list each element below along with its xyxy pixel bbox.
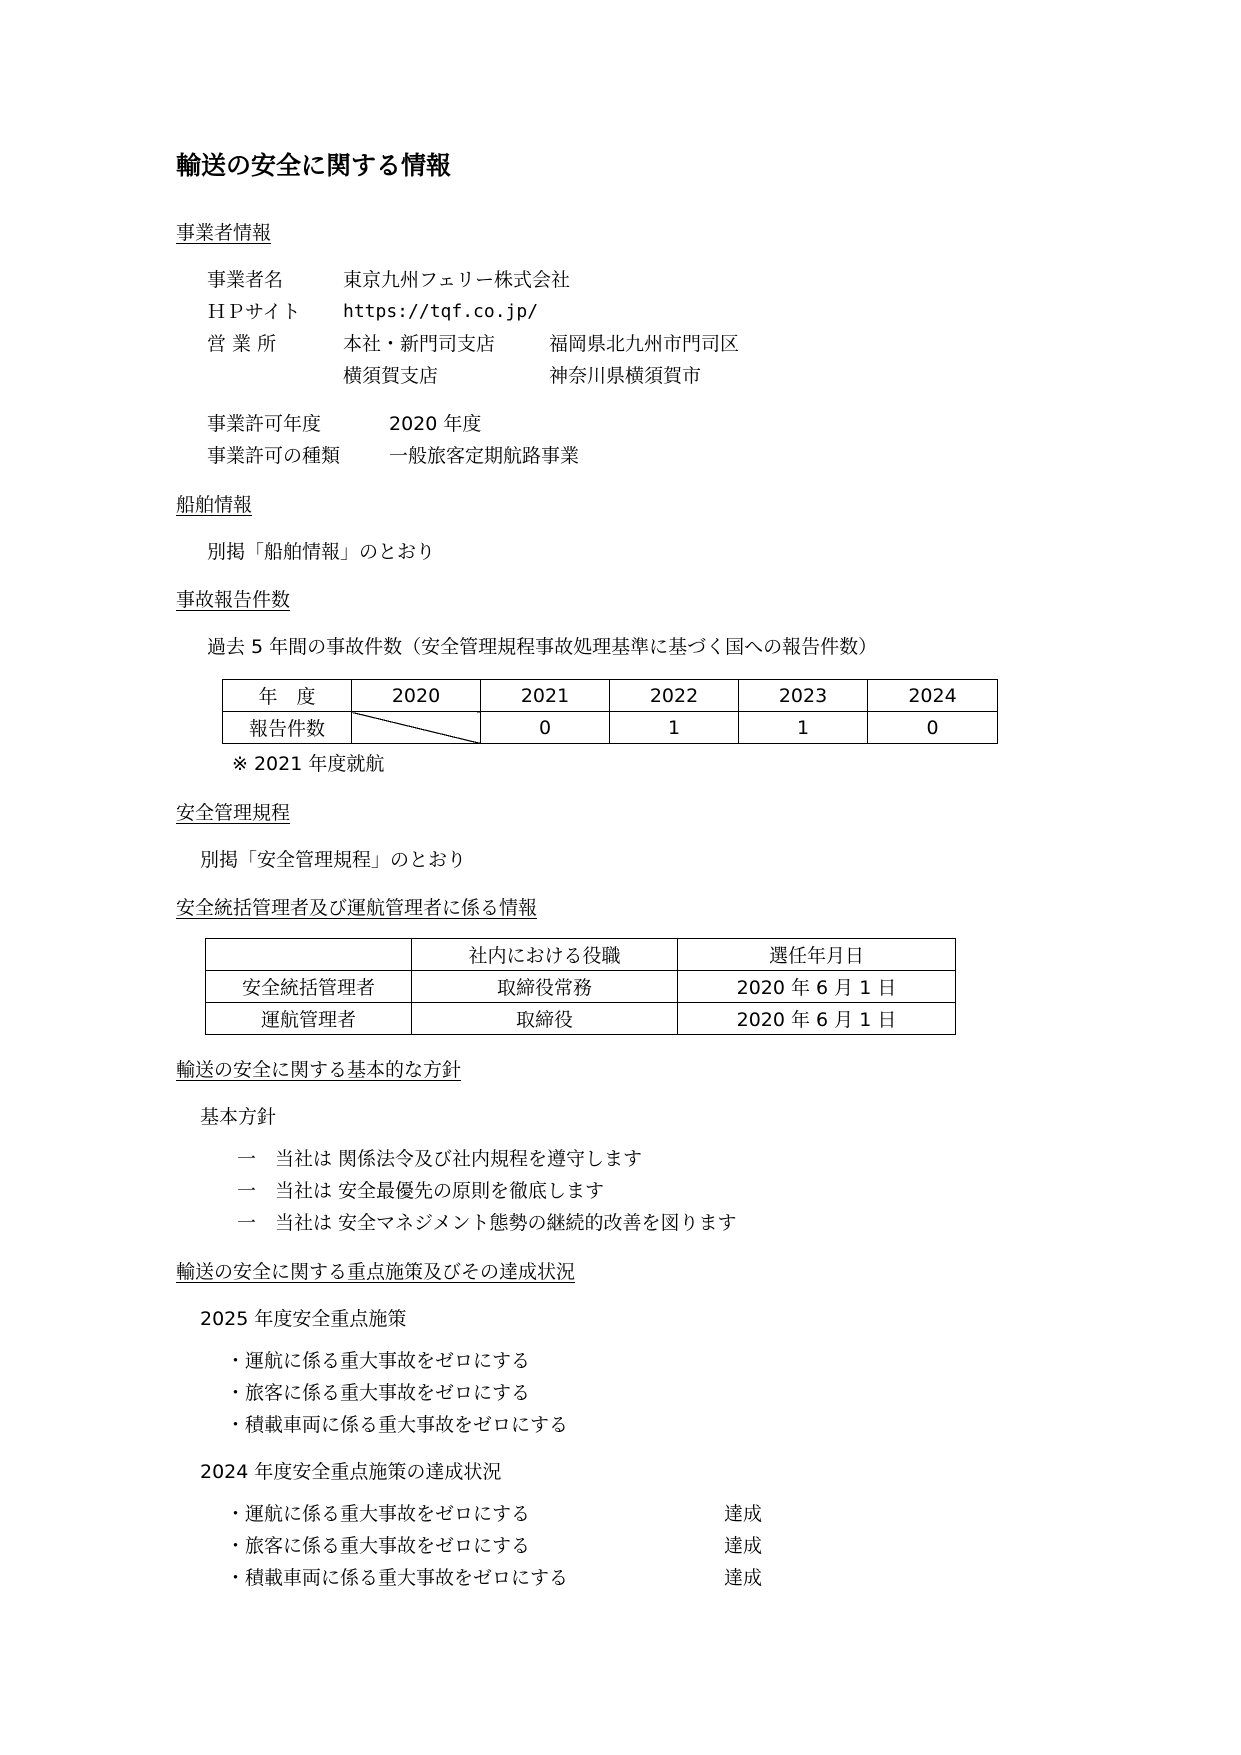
vessel-text: 別掲「船舶情報」のとおり (207, 541, 436, 563)
year-header-label: 年 度 (223, 680, 352, 712)
table-row (223, 680, 998, 712)
count-cell: 1 (610, 712, 739, 744)
prev-measure-item: ・旅客に係る重大事故をゼロにする (226, 1535, 531, 1557)
year-cell: 2020 (352, 680, 481, 712)
table-header-date: 選任年月日 (678, 939, 956, 971)
year-cell: 2022 (610, 680, 739, 712)
prev-measure-item: ・運航に係る重大事故をゼロにする (226, 1503, 531, 1525)
safety-rules-heading: 安全管理規程 (176, 802, 291, 824)
accidents-note: ※ 2021 年度就航 (232, 753, 385, 775)
operator-name-value: 東京九州フェリー株式会社 (343, 269, 571, 291)
count-cell: 0 (481, 712, 610, 744)
policy-heading: 輸送の安全に関する基本的な方針 (176, 1059, 462, 1081)
license-type-value: 一般旅客定期航路事業 (389, 445, 580, 467)
operator-name-label: 事業者名 (207, 269, 284, 291)
prev-measure-status: 達成 (724, 1503, 763, 1525)
office-name-1: 本社・新門司支店 (343, 333, 496, 355)
manager-role: 運航管理者 (206, 1003, 412, 1035)
year-cell: 2024 (868, 680, 998, 712)
office-label: 営 業 所 (207, 333, 277, 355)
measure-item: ・運航に係る重大事故をゼロにする (226, 1350, 531, 1372)
prev-measure-status: 達成 (724, 1567, 763, 1589)
manager-position: 取締役 (412, 1003, 678, 1035)
measures-current-title: 2025 年度安全重点施策 (200, 1308, 407, 1330)
license-year-value: 2020 年度 (389, 413, 482, 435)
managers-heading: 安全統括管理者及び運航管理者に係る情報 (176, 897, 538, 919)
accidents-heading: 事故報告件数 (176, 589, 291, 611)
count-cell: 1 (739, 712, 868, 744)
operator-heading: 事業者情報 (176, 222, 272, 244)
count-cell-not-applicable (352, 712, 481, 744)
measures-prev-title: 2024 年度安全重点施策の達成状況 (200, 1461, 502, 1483)
policy-item: 一 当社は 安全マネジメント態勢の継続的改善を図ります (237, 1212, 737, 1234)
policy-subheading: 基本方針 (200, 1106, 277, 1128)
accident-table (222, 679, 998, 744)
manager-date: 2020 年 6 月 1 日 (678, 971, 956, 1003)
table-row (206, 971, 956, 1003)
count-row-label: 報告件数 (223, 712, 352, 744)
policy-item: 一 当社は 安全最優先の原則を徹底します (237, 1180, 605, 1202)
prev-measure-status: 達成 (724, 1535, 763, 1557)
year-cell: 2023 (739, 680, 868, 712)
table-header-position: 社内における役職 (412, 939, 678, 971)
prev-measure-item: ・積載車両に係る重大事故をゼロにする (226, 1567, 569, 1589)
accidents-intro: 過去 5 年間の事故件数（安全管理規程事故処理基準に基づく国への報告件数） (207, 636, 878, 658)
office-location-1: 福岡県北九州市門司区 (549, 333, 740, 355)
hp-link[interactable]: https://tqf.co.jp/ (343, 301, 539, 322)
office-location-2: 神奈川県横須賀市 (549, 365, 702, 387)
policy-item: 一 当社は 関係法令及び社内規程を遵守します (237, 1148, 643, 1170)
table-row (223, 712, 998, 744)
license-year-label: 事業許可年度 (207, 413, 322, 435)
managers-table (205, 938, 956, 1035)
hp-label: ＨＰサイト (207, 301, 301, 323)
vessel-heading: 船舶情報 (176, 494, 253, 516)
manager-position: 取締役常務 (412, 971, 678, 1003)
safety-rules-text: 別掲「安全管理規程」のとおり (200, 849, 467, 871)
page-title: 輸送の安全に関する情報 (176, 151, 452, 180)
license-type-label: 事業許可の種類 (207, 445, 341, 467)
table-header-blank (206, 939, 412, 971)
manager-date: 2020 年 6 月 1 日 (678, 1003, 956, 1035)
measures-heading: 輸送の安全に関する重点施策及びその達成状況 (176, 1261, 576, 1283)
manager-role: 安全統括管理者 (206, 971, 412, 1003)
count-cell: 0 (868, 712, 998, 744)
measure-item: ・積載車両に係る重大事故をゼロにする (226, 1414, 569, 1436)
office-name-2: 横須賀支店 (343, 365, 439, 387)
table-row (206, 1003, 956, 1035)
measure-item: ・旅客に係る重大事故をゼロにする (226, 1382, 531, 1404)
table-row (206, 939, 956, 971)
year-cell: 2021 (481, 680, 610, 712)
